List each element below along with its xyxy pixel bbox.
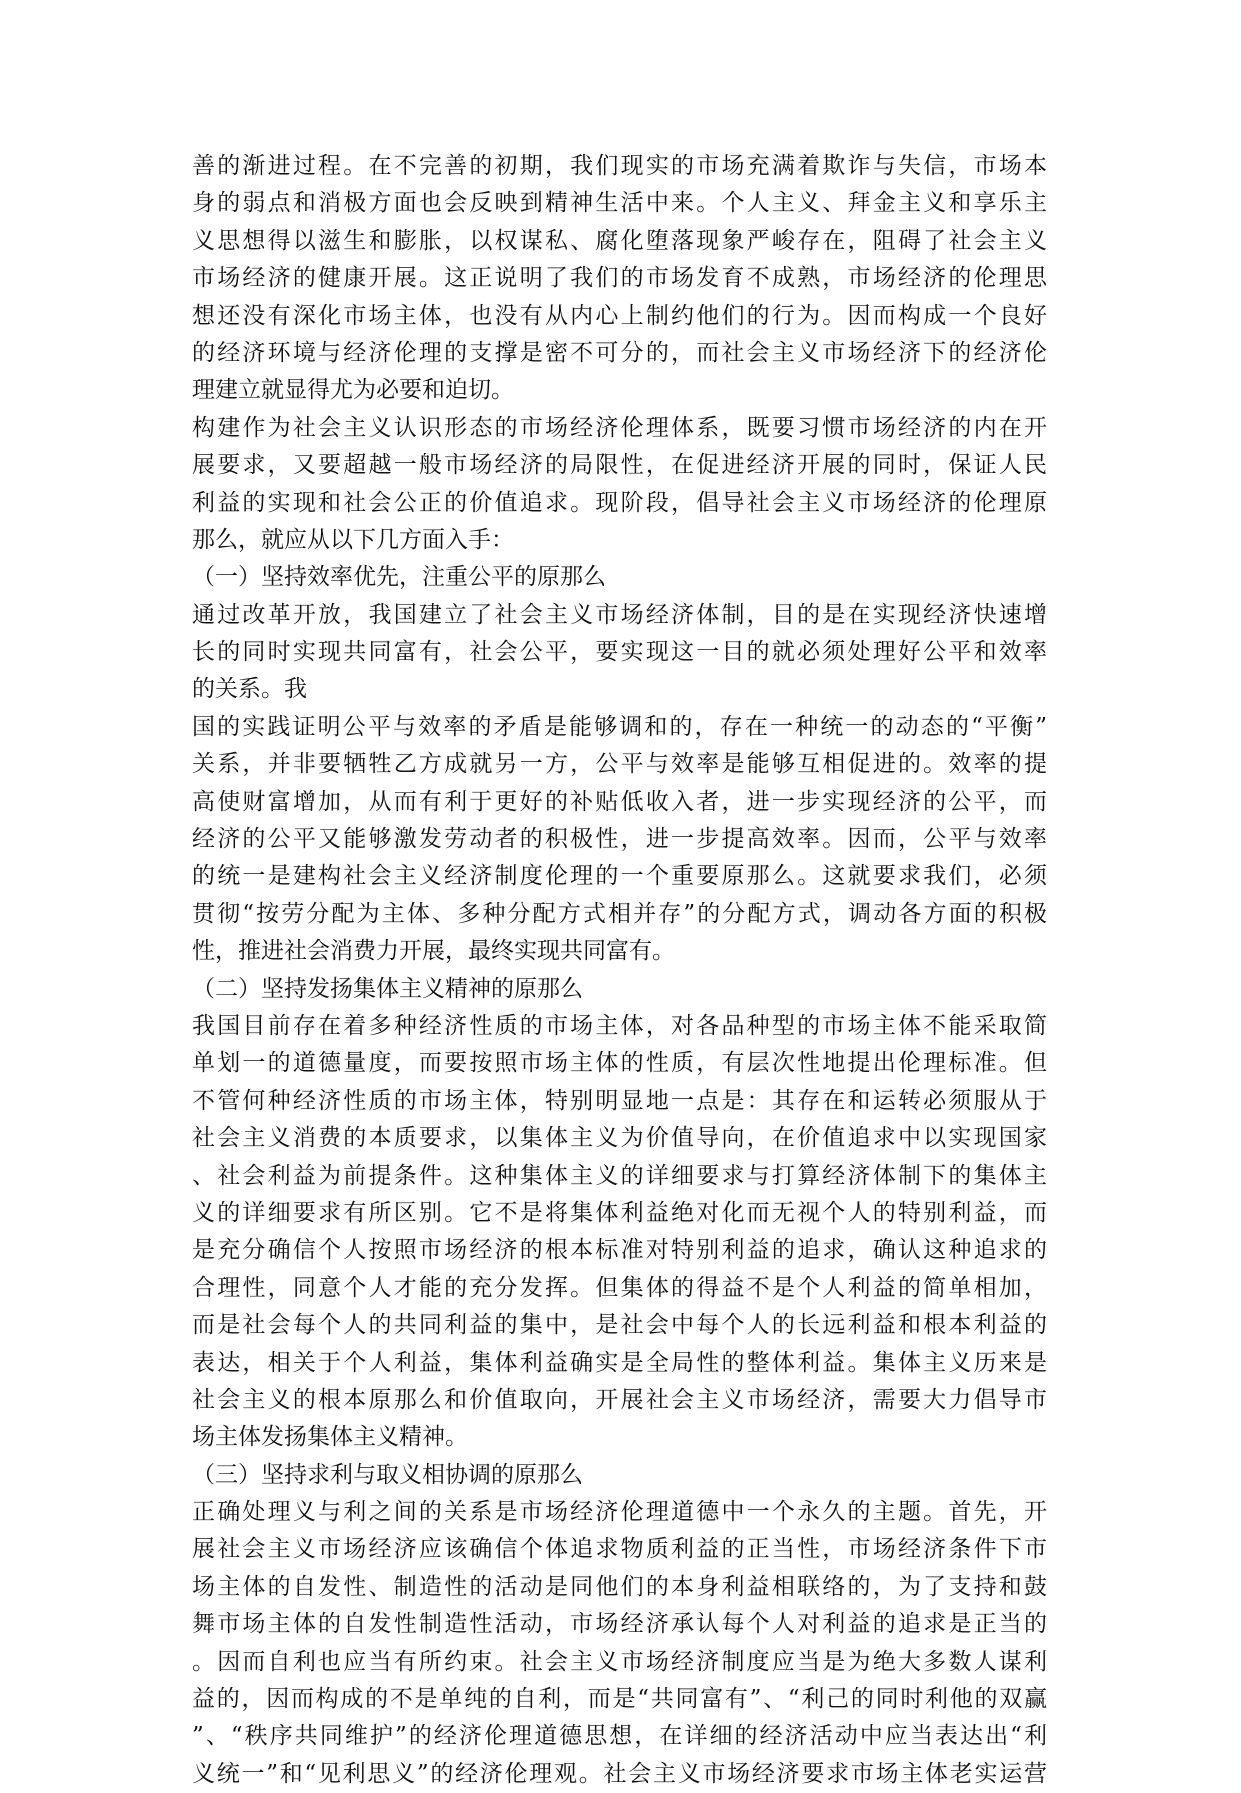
body-text (192, 148, 1047, 1793)
text-line: 舞市场主体的自发性制造性活动，市场经济承认每个人对利益的追求是正当的 (192, 1611, 1047, 1638)
text-line: 义统一”和“见利思义”的经济伦理观。社会主义市场经济要求市场主体老实运营 (192, 1760, 1047, 1787)
text-line: 益的，因而构成的不是单纯的自利，而是“共同富有”、“利己的同时利他的双赢 (192, 1686, 1047, 1713)
text-line: 那么，就应从以下几方面入手： (192, 526, 514, 553)
text-line: 展社会主义市场经济应该确信个体追求物质利益的正当性，市场经济条件下市 (192, 1536, 1047, 1563)
text-line: 身的弱点和消极方面也会反映到精神生活中来。个人主义、拜金主义和享乐主 (192, 190, 1047, 217)
text-line: 、社会利益为前提条件。这种集体主义的详细要求与打算经济体制下的集体主 (192, 1162, 1047, 1189)
text-line: 而是社会每个人的共同利益的集中，是社会中每个人的长远利益和根本利益的 (192, 1312, 1047, 1339)
text-line: 的关系。我 (192, 676, 307, 703)
text-line: 单划一的道德量度，而要按照市场主体的性质，有层次性地提出伦理标准。但 (192, 1050, 1047, 1077)
text-line: 想还没有深化市场主体，也没有从内心上制约他们的行为。因而构成一个良好 (192, 302, 1047, 329)
text-line: 国的实践证明公平与效率的矛盾是能够调和的，存在一种统一的动态的“平衡” (192, 713, 1047, 740)
text-line: 的统一是建构社会主义经济制度伦理的一个重要原那么。这就要求我们，必须 (192, 863, 1047, 890)
text-line: 。因而自利也应当有所约束。社会主义市场经济制度应当是为绝大多数人谋利 (192, 1648, 1047, 1675)
text-line: 义思想得以滋生和膨胀，以权谋私、腐化堕落现象严峻存在，阻碍了社会主义 (192, 227, 1047, 254)
text-line: 义的详细要求有所区别。它不是将集体利益绝对化而无视个人的特别利益，而 (192, 1199, 1047, 1226)
text-line: ”、“秩序共同维护”的经济伦理道德思想，在详细的经济活动中应当表达出“利 (192, 1723, 1047, 1750)
text-line: 贯彻“按劳分配为主体、多种分配方式相并存”的分配方式，调动各方面的积极 (192, 900, 1047, 927)
text-line: 经济的公平又能够激发劳动者的积极性，进一步提高效率。因而，公平与效率 (192, 826, 1047, 853)
text-line: 善的渐进过程。在不完善的初期，我们现实的市场充满着欺诈与失信，市场本 (192, 153, 1047, 179)
section-heading: （二）坚持发扬集体主义精神的原那么 (192, 975, 583, 1002)
text-line: 正确处理义与利之间的关系是市场经济伦理道德中一个永久的主题。首先，开 (192, 1499, 1047, 1526)
text-line: 利益的实现和社会公正的价值追求。现阶段，倡导社会主义市场经济的伦理原 (192, 489, 1047, 516)
text-line: 长的同时实现共同富有，社会公平，要实现这一目的就必须处理好公平和效率 (192, 639, 1047, 666)
text-line: 表达，相关于个人利益，集体利益确实是全局性的整体利益。集体主义历来是 (192, 1349, 1047, 1376)
text-line: 场主体发扬集体主义精神。 (192, 1424, 468, 1451)
text-line: 市场经济的健康开展。这正说明了我们的市场发育不成熟，市场经济的伦理思 (192, 265, 1047, 292)
text-line: 理建立就显得尤为必要和迫切。 (192, 377, 514, 404)
section-heading: （三）坚持求利与取义相协调的原那么 (192, 1461, 583, 1488)
text-line: 性，推进社会消费力开展，最终实现共同富有。 (192, 938, 675, 965)
text-line: 通过改革开放，我国建立了社会主义市场经济体制，目的是在实现经济快速增 (192, 601, 1047, 628)
section-heading: （一）坚持效率优先，注重公平的原那么 (192, 564, 606, 591)
text-line: 构建作为社会主义认识形态的市场经济伦理体系，既要习惯市场经济的内在开 (192, 414, 1047, 441)
text-line: 高使财富增加，从而有利于更好的补贴低收入者，进一步实现经济的公平，而 (192, 788, 1047, 815)
text-line: 我国目前存在着多种经济性质的市场主体，对各品种型的市场主体不能采取简 (192, 1012, 1047, 1039)
text-line: 社会主义的根本原那么和价值取向，开展社会主义市场经济，需要大力倡导市 (192, 1386, 1047, 1413)
text-line: 不管何种经济性质的市场主体，特别明显地一点是：其存在和运转必须服从于 (192, 1087, 1047, 1114)
text-line: 展要求，又要超越一般市场经济的局限性，在促进经济开展的同时，保证人民 (192, 452, 1047, 479)
text-line: 的经济环境与经济伦理的支撑是密不可分的，而社会主义市场经济下的经济伦 (192, 339, 1047, 366)
text-line: 是充分确信个人按照市场经济的根本标准对特别利益的追求，确认这种追求的 (192, 1237, 1047, 1264)
text-line: 场主体的自发性、制造性的活动是同他们的本身利益相联络的，为了支持和鼓 (192, 1573, 1047, 1600)
text-line: 合理性，同意个人才能的充分发挥。但集体的得益不是个人利益的简单相加， (192, 1274, 1047, 1301)
text-line: 关系，并非要牺牲乙方成就另一方，公平与效率是能够互相促进的。效率的提 (192, 751, 1047, 778)
text-line: 社会主义消费的本质要求，以集体主义为价值导向，在价值追求中以实现国家 (192, 1125, 1047, 1152)
